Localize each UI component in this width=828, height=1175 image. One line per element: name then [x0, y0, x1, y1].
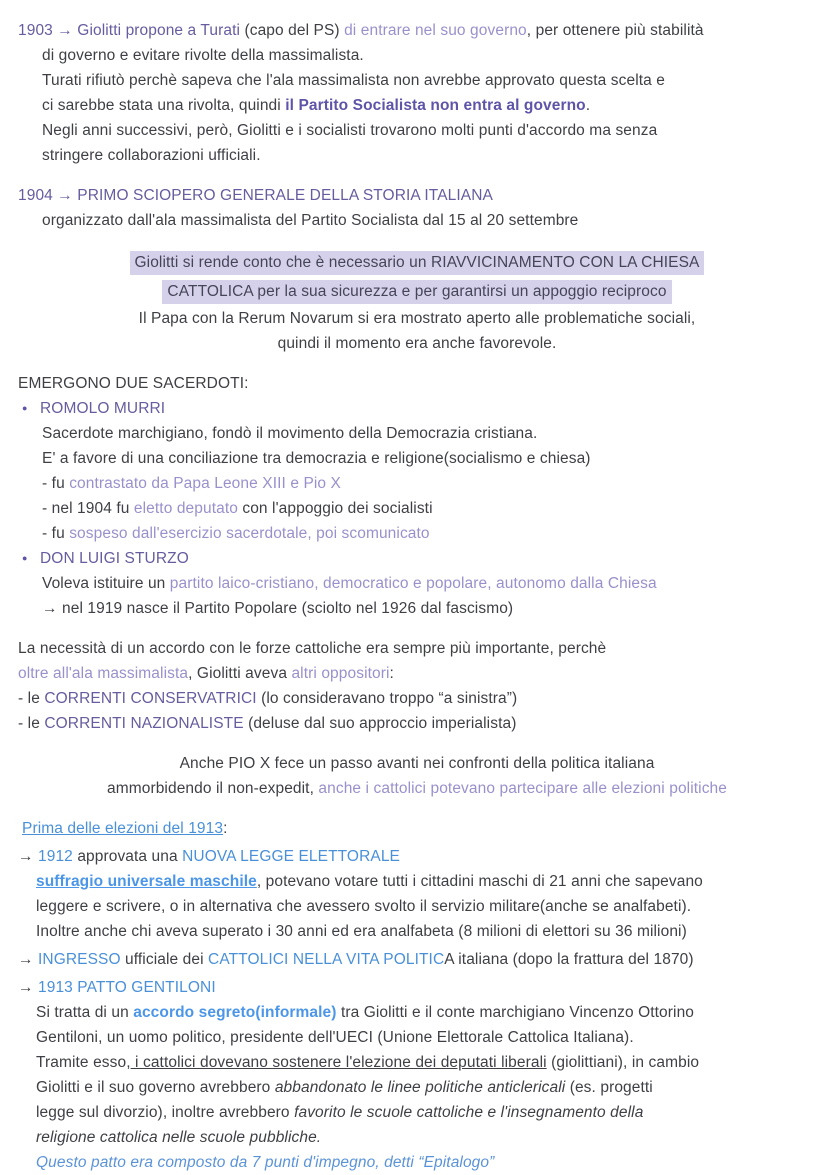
text-line — [18, 421, 816, 446]
text-line — [18, 446, 816, 471]
text-run: favorito le scuole cattoliche e l'insegnamento della — [294, 1104, 644, 1121]
opponents-paragraph — [18, 636, 816, 736]
text-run: ci sarebbe stata una rivolta, quindi — [42, 97, 286, 114]
bullet-icon: ● — [22, 553, 28, 563]
text-run: - nel 1904 fu — [42, 500, 134, 517]
text-run: . — [585, 97, 591, 114]
text-run: partito laico-cristiano, democratico e popolare, autonomo dalla Chiesa — [169, 575, 657, 592]
text-run: - le — [18, 690, 45, 707]
text-line — [18, 331, 816, 356]
text-run: (giolittiani), in cambio — [546, 1054, 700, 1071]
text-line — [18, 68, 816, 93]
text-line — [18, 636, 816, 661]
text-line — [18, 248, 816, 277]
text-run: , Giolitti aveva — [188, 665, 292, 682]
text-run: Si tratta di un — [36, 1004, 134, 1021]
paragraph-1903 — [18, 18, 816, 168]
text-run: Giolitti e il suo governo avrebbero — [36, 1079, 275, 1096]
text-line — [18, 751, 816, 776]
text-run: Voleva istituire un — [42, 575, 170, 592]
text-line — [18, 521, 816, 546]
text-line — [18, 1100, 816, 1125]
text-run: NUOVA LEGGE ELETTORALE — [182, 848, 400, 865]
text-run: Giolitti si rende conto che è necessario un RIAVVICINAMENTO CON LA CHIESA — [130, 251, 705, 275]
paragraph-1904 — [18, 183, 816, 233]
text-run: → — [18, 951, 39, 968]
text-run: Prima delle elezioni del 1913 — [22, 820, 224, 837]
text-run: ammorbidendo il non-expedit, — [106, 780, 319, 797]
text-run: religione cattolica nelle scuole pubbliche. — [36, 1129, 322, 1146]
text-line — [18, 18, 816, 43]
text-run: (es. progetti — [565, 1079, 653, 1096]
text-run: Il Papa con la Rerum Novarum si era mostrato aperto alle problematiche sociali, — [138, 310, 696, 327]
text-run: (deluse dal suo approccio imperialista) — [243, 715, 517, 732]
text-run: Negli anni successivi, però, Giolitti e i socialisti trovarono molti punti d'accordo ma senza — [42, 122, 658, 139]
text-run: 1913 PATTO GENTILONI — [38, 979, 216, 996]
text-run: ufficiale dei — [120, 951, 209, 968]
text-run: - fu — [42, 525, 70, 542]
text-run: CATTOLICA per la sua sicurezza e per garantirsi un appoggio reciproco — [162, 280, 671, 304]
text-run: - le — [18, 715, 45, 732]
text-line — [18, 1075, 816, 1100]
text-run: - fu — [42, 475, 70, 492]
text-run: Sacerdote marchigiano, fondò il movimento della Democrazia cristiana. — [42, 425, 538, 442]
text-run: : — [223, 820, 228, 837]
text-run: E' a favore di una conciliazione tra democrazia e religione(socialismo e chiesa) — [42, 450, 591, 467]
text-run: EMERGONO DUE SACERDOTI: — [18, 375, 249, 392]
text-run: approvata una — [72, 848, 183, 865]
text-line — [18, 208, 816, 233]
text-run: (capo del PS) — [244, 22, 345, 39]
elections-1913-section — [18, 816, 816, 1175]
pio-x-note — [18, 751, 816, 801]
text-run: con l'appoggio dei socialisti — [237, 500, 433, 517]
text-run: 1903 → Giolitti propone a Turati — [18, 22, 245, 39]
text-line — [18, 711, 816, 736]
text-run: il Partito Socialista non entra al governo — [285, 97, 586, 114]
text-run: i cattolici dovevano sostenere l'elezione dei deputati liberali — [130, 1054, 547, 1071]
text-run: : — [389, 665, 394, 682]
text-line — [18, 947, 816, 972]
text-line — [18, 546, 816, 571]
text-line — [18, 844, 816, 869]
text-line — [18, 496, 816, 521]
text-run: oltre all'ala massimalista — [18, 665, 189, 682]
text-run: anche i cattolici potevano partecipare alle elezioni politiche — [318, 780, 727, 797]
text-run: di governo e evitare rivolte della massimalista. — [42, 47, 364, 64]
text-run: La necessità di un accordo con le forze cattoliche era sempre più importante, perchè — [18, 640, 607, 657]
text-run: → — [18, 848, 39, 865]
priests-section — [18, 371, 816, 621]
text-run: CORRENTI NAZIONALISTE — [44, 715, 244, 732]
text-run: contrastato da Papa Leone XIII e Pio X — [69, 475, 341, 492]
text-line — [18, 1025, 816, 1050]
text-run: 1912 — [38, 848, 73, 865]
text-line — [18, 371, 816, 396]
text-run: → nel 1919 nasce il Partito Popolare (sciolto nel 1926 dal fascismo) — [42, 600, 514, 617]
text-line — [18, 306, 816, 331]
text-run: A italiana (dopo la frattura del 1870) — [444, 951, 694, 968]
highlight-note — [18, 248, 816, 356]
text-line — [18, 1125, 816, 1150]
text-run: suffragio universale maschile — [36, 873, 257, 890]
text-line — [18, 471, 816, 496]
text-line — [18, 143, 816, 168]
text-line — [18, 919, 816, 944]
text-run: legge sul divorzio), inoltre avrebbero — [36, 1104, 295, 1121]
text-line — [18, 396, 816, 421]
text-run: tra Giolitti e il conte marchigiano Vincenzo Ottorino — [336, 1004, 695, 1021]
text-line — [18, 43, 816, 68]
text-run: sospeso dall'esercizio sacerdotale, poi scomunicato — [69, 525, 430, 542]
text-line — [18, 118, 816, 143]
text-run: Questo patto era composto da 7 punti d'impegno, detti “Epitalogo” — [36, 1154, 495, 1171]
text-run: abbandonato le linee politiche anticlericali — [274, 1079, 566, 1096]
text-run: , per ottenere più stabilità — [526, 22, 704, 39]
text-line — [18, 1000, 816, 1025]
text-run: DON LUIGI STURZO — [40, 550, 189, 567]
text-run: stringere collaborazioni ufficiali. — [42, 147, 261, 164]
text-run: di entrare nel suo governo — [344, 22, 527, 39]
text-run: Tramite esso, — [36, 1054, 131, 1071]
text-line — [18, 1050, 816, 1075]
text-run: (lo consideravano troppo “a sinistra”) — [256, 690, 518, 707]
text-line — [18, 183, 816, 208]
text-run: leggere e scrivere, o in alternativa che avessero svolto il servizio militare(anche se analfabeti). — [36, 898, 692, 915]
text-line — [18, 816, 816, 841]
text-line — [18, 776, 816, 801]
text-line — [18, 869, 816, 894]
text-run: eletto deputato — [133, 500, 238, 517]
text-run: Gentiloni, un uomo politico, presidente dell'UECI (Unione Elettorale Cattolica Italiana). — [36, 1029, 634, 1046]
text-run: Anche PIO X fece un passo avanti nei confronti della politica italiana — [179, 755, 655, 772]
text-run: CORRENTI CONSERVATRICI — [44, 690, 257, 707]
text-run: , potevano votare tutti i cittadini maschi di 21 anni che sapevano — [256, 873, 703, 890]
text-line — [18, 277, 816, 306]
text-run: quindi il momento era anche favorevole. — [277, 335, 557, 352]
text-line — [18, 1150, 816, 1175]
text-run: INGRESSO — [38, 951, 121, 968]
text-run: 1904 → PRIMO SCIOPERO GENERALE DELLA STORIA ITALIANA — [18, 187, 493, 204]
text-run: Inoltre anche chi aveva superato i 30 anni ed era analfabeta (8 milioni di elettori su 36 milioni) — [36, 923, 687, 940]
text-run: CATTOLICI NELLA VITA POLITIC — [208, 951, 445, 968]
text-run: altri oppositori — [291, 665, 390, 682]
text-line — [18, 93, 816, 118]
text-line — [18, 596, 816, 621]
text-line — [18, 894, 816, 919]
text-line — [18, 686, 816, 711]
text-run: ROMOLO MURRI — [40, 400, 166, 417]
text-run: Turati rifiutò perchè sapeva che l'ala massimalista non avrebbe approvato questa scelta e — [42, 72, 666, 89]
bullet-icon: ● — [22, 403, 28, 413]
text-run: organizzato dall'ala massimalista del Partito Socialista dal 15 al 20 settembre — [42, 212, 579, 229]
text-line — [18, 571, 816, 596]
text-run: → — [18, 979, 39, 996]
text-run: accordo segreto(informale) — [133, 1004, 337, 1021]
text-line — [18, 661, 816, 686]
text-line — [18, 975, 816, 1000]
